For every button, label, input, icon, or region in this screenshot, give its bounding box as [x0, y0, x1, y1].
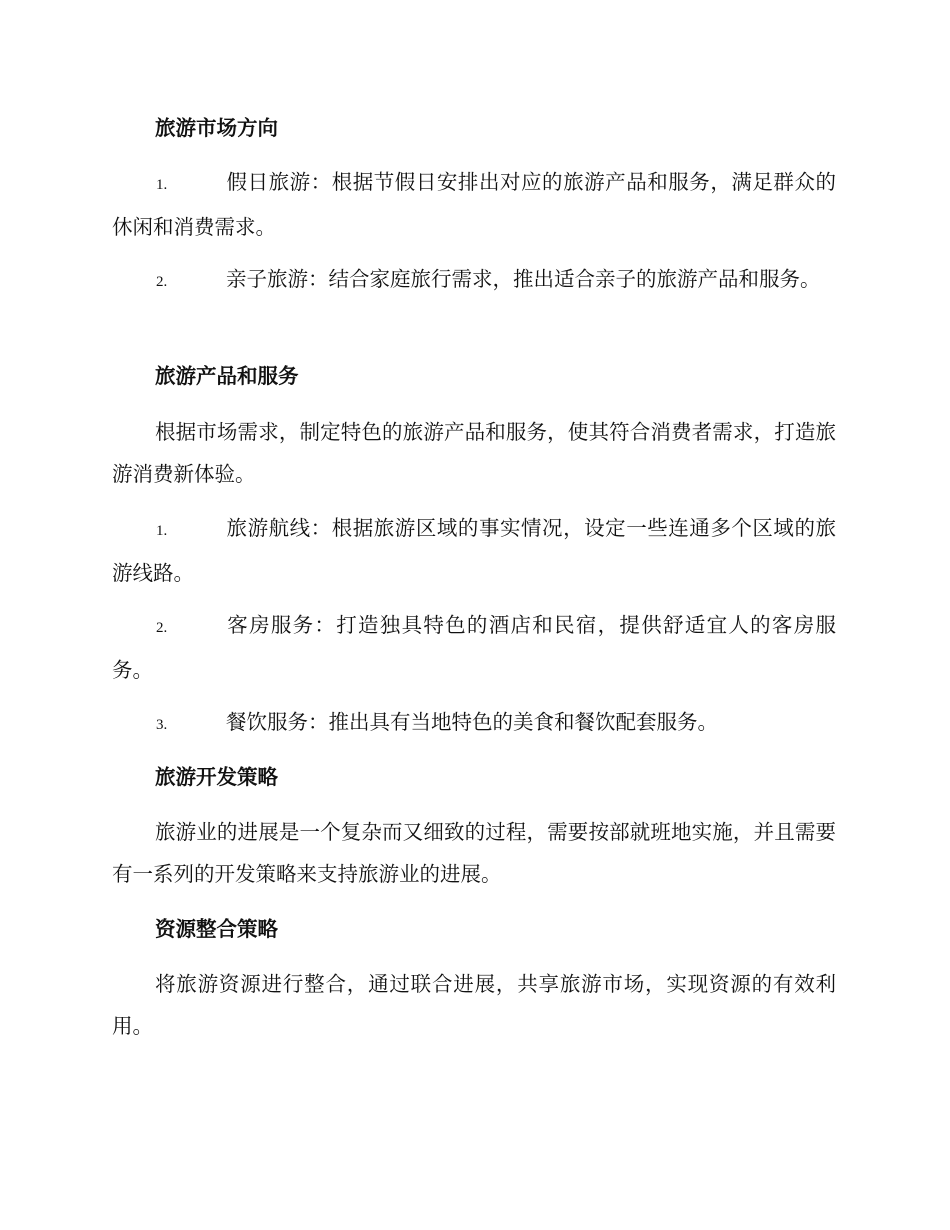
body-paragraph: 旅游业的进展是一个复杂而又细致的过程，需要按部就班地实施，并且需要有一系列的开发策略来支持旅游业的进展。 [112, 820, 836, 886]
list-number: 1. [156, 523, 168, 539]
list-number: 1. [156, 177, 168, 193]
list-item-text: 亲子旅游：结合家庭旅行需求，推出适合亲子的旅游产品和服务。 [226, 267, 821, 291]
section-heading-products-services: 旅游产品和服务 [155, 364, 299, 388]
list-item [112, 507, 836, 594]
body-paragraph: 根据市场需求，制定特色的旅游产品和服务，使其符合消费者需求，打造旅游消费新体验。 [112, 420, 836, 486]
list-item-text: 假日旅游：根据节假日安排出对应的旅游产品和服务，满足群众的休闲和消费需求。 [112, 170, 836, 239]
list-item [112, 161, 836, 248]
list-item-text: 旅游航线：根据旅游区域的事实情况，设定一些连通多个区域的旅游线路。 [112, 516, 836, 585]
list-item [112, 701, 836, 746]
list-number: 2. [156, 274, 168, 290]
list-number: 3. [156, 717, 168, 733]
section-heading-resource-integration: 资源整合策略 [155, 917, 278, 941]
list-item-text: 餐饮服务：推出具有当地特色的美食和餐饮配套服务。 [226, 710, 718, 734]
body-paragraph: 将旅游资源进行整合，通过联合进展，共享旅游市场，实现资源的有效利用。 [112, 972, 836, 1038]
section-heading-development-strategy: 旅游开发策略 [155, 765, 278, 789]
list-item [112, 604, 836, 691]
section-heading-market-direction: 旅游市场方向 [155, 116, 278, 140]
list-number: 2. [156, 620, 168, 636]
list-item-text: 客房服务：打造独具特色的酒店和民宿，提供舒适宜人的客房服务。 [112, 613, 836, 682]
list-item [112, 258, 836, 303]
